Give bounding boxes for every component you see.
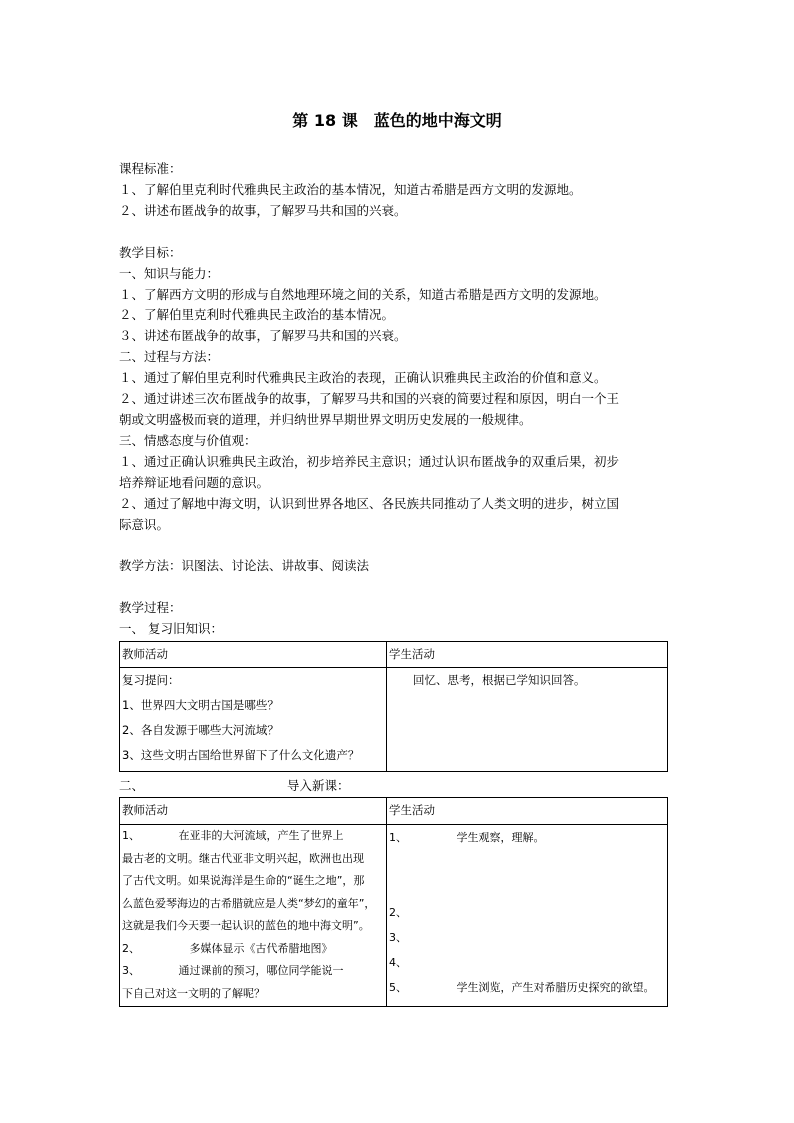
teacher-line: 最古老的文明。继古代亚非文明兴起，欧洲也出现 [122, 851, 364, 865]
standard-item: １、了解伯里克利时代雅典民主政治的基本情况，知道古希腊是西方文明的发源地。 [119, 182, 582, 197]
teacher-activity-cell [120, 668, 387, 772]
teacher-line: 2、 多媒体显示《古代希腊地图》 [122, 941, 333, 955]
review-heading: 一、 复习旧知识： [119, 621, 223, 636]
teacher-activity-cell [120, 825, 387, 1007]
review-table [119, 641, 668, 772]
teacher-line: 1、 在亚非的大河流域，产生了世界上 [122, 829, 344, 842]
teaching-methods: 教学方法：识图法、讨论法、讲故事、阅读法 [119, 558, 370, 573]
teacher-header: 教师活动 [120, 798, 387, 825]
student-header: 学生活动 [387, 798, 668, 825]
knowledge-heading: 一、知识与能力： [119, 266, 220, 281]
teacher-line: 3、 通过课前的预习，哪位同学能说一 [122, 964, 344, 977]
student-line: 回忆、思考，根据已学知识回答。 [413, 673, 586, 687]
process-method-item: ２、通过讲述三次布匿战争的故事，了解罗马共和国的兴衰的简要过程和原因，明白一个王 [119, 391, 620, 406]
emotion-item: １、通过正确认识雅典民主政治，初步培养民主意识；通过认识布匿战争的双重后果，初步 [119, 454, 620, 469]
intro-number: 二、 [119, 778, 145, 793]
student-header: 学生活动 [387, 642, 668, 668]
knowledge-item: １、了解西方文明的形成与自然地理环境之间的关系，知道古希腊是西方文明的发源地。 [119, 287, 607, 302]
knowledge-item: ３、讲述布匿战争的故事，了解罗马共和国的兴衰。 [119, 328, 407, 343]
teacher-line: 了古代文明。如果说海洋是生命的“诞生之地”，那 [122, 874, 365, 887]
process-heading: 教学过程： [119, 600, 182, 615]
knowledge-item: ２、了解伯里克利时代雅典民主政治的基本情况。 [119, 307, 395, 322]
emotion-heading: 三、情感态度与价值观： [119, 433, 257, 448]
teacher-header: 教师活动 [120, 642, 387, 668]
teacher-line: 2、各自发源于哪些大河流域？ [122, 723, 279, 737]
emotion-item: 培养辩证地看问题的意识。 [119, 475, 270, 490]
intro-heading: 导入新课： [287, 778, 350, 793]
student-line: 2、 [389, 906, 407, 919]
teacher-line: 1、世界四大文明古国是哪些？ [122, 698, 279, 712]
new-lesson-table [119, 797, 668, 1007]
student-activity-cell [387, 825, 668, 1007]
teacher-line: 么蓝色爱琴海边的古希腊就应是人类“梦幻的童年”， [122, 896, 376, 910]
student-line: 1、 学生观察，理解。 [389, 831, 545, 844]
student-line: 3、 [389, 931, 407, 944]
process-method-heading: 二、过程与方法： [119, 349, 220, 364]
lesson-title: 第 18 课 蓝色的地中海文明 [292, 111, 502, 130]
student-line [389, 850, 665, 875]
process-method-item: １、通过了解伯里克利时代雅典民主政治的表现，正确认识雅典民主政治的价值和意义。 [119, 370, 607, 385]
student-activity-cell [387, 668, 668, 772]
teacher-line: 下自己对这一文明的了解呢？ [122, 986, 265, 1000]
process-method-item: 朝或文明盛极而衰的道理，并归纳世界早期世界文明历史发展的一般规律。 [119, 412, 532, 427]
objectives-heading: 教学目标： [119, 245, 182, 260]
student-line: 4、 [389, 956, 407, 969]
emotion-item: 际意识。 [119, 517, 170, 532]
teacher-line: 这就是我们今天要一起认识的蓝色的地中海文明”。 [122, 919, 370, 932]
teacher-line: 3、这些文明古国给世界留下了什么文化遗产？ [122, 748, 360, 762]
student-line [389, 875, 665, 900]
teacher-line: 复习提问： [122, 673, 180, 687]
student-line: 5、 学生浏览，产生对希腊历史探究的欲望。 [389, 981, 655, 994]
standard-item: ２、讲述布匿战争的故事，了解罗马共和国的兴衰。 [119, 203, 407, 218]
standard-heading: 课程标准： [119, 161, 182, 176]
emotion-item: ２、通过了解地中海文明，认识到世界各地区、各民族共同推动了人类文明的进步，树立国 [119, 496, 620, 511]
